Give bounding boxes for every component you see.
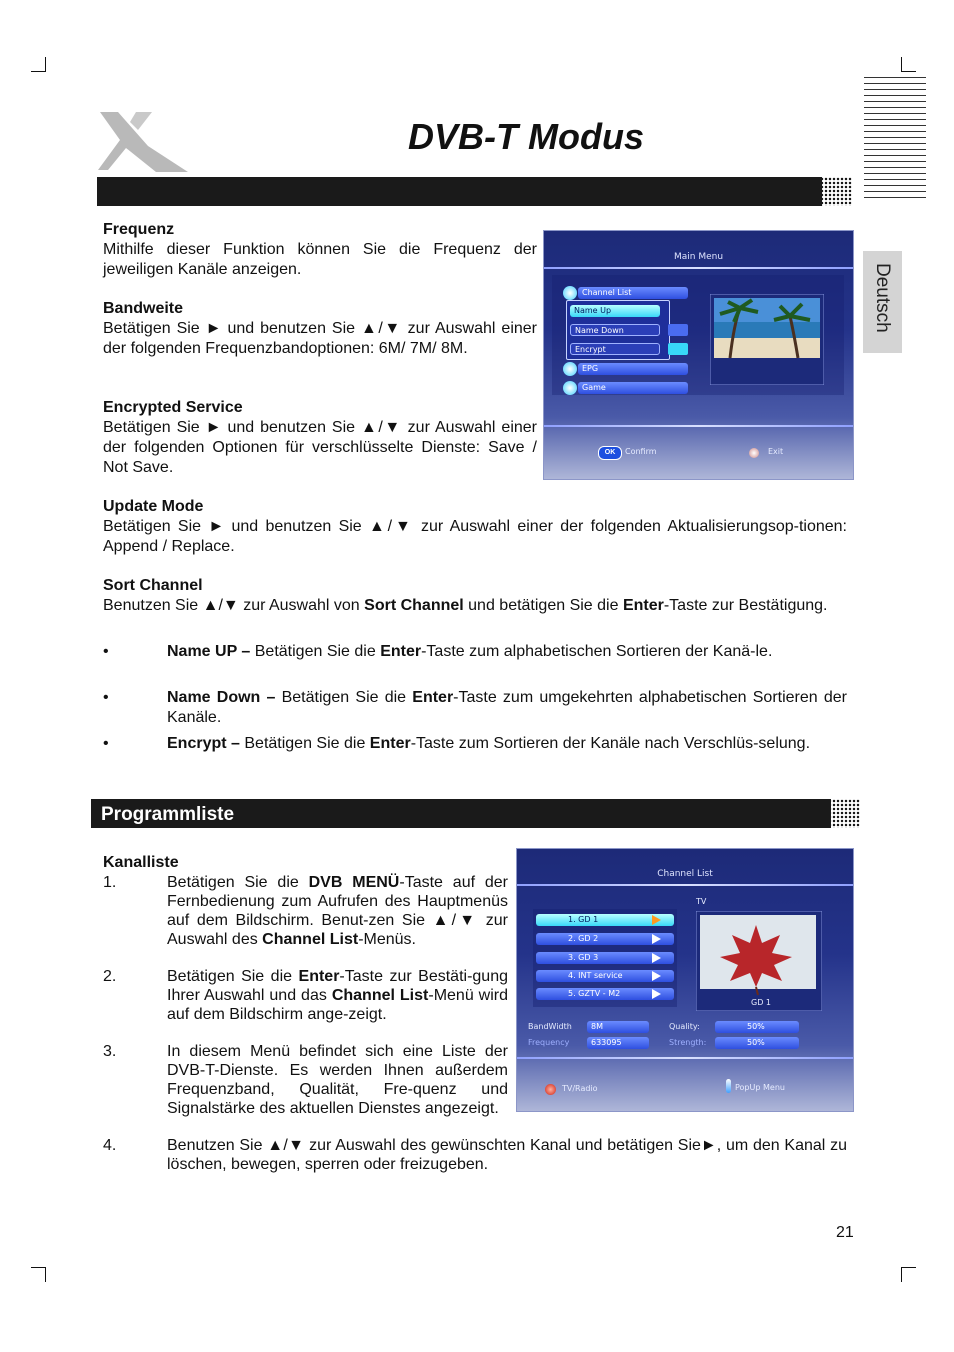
section-bandweite [103,299,537,359]
item-text: -Taste zur Bestäti-gung Ihrer Auswahl und das [167,968,509,1004]
bullet-key: Enter [380,643,422,660]
item-bold: Enter [298,968,340,985]
item-text: Betätigen Sie die [167,874,309,891]
update-heading: Update Mode [103,498,204,515]
submenu-encrypt[interactable]: Encrypt [570,343,660,355]
quality-label: Quality: [669,1022,700,1031]
divider [517,884,853,886]
divider [517,1057,853,1059]
bullet-text: -Taste zum umgekehrten alphabetischen Sortieren der Kanäle. [167,689,847,726]
main-menu-title: Main Menu [673,252,724,262]
section-update [103,497,847,557]
arrow-right-icon [652,971,661,981]
frequenz-heading: Frequenz [103,221,175,238]
bullet-text: Betätigen Sie die [239,735,370,752]
programmliste-title: Programmliste [101,804,235,825]
crop-mark-top-right [901,57,916,72]
sort-intro-bold-1: Sort Channel [364,597,464,614]
channel-row-1[interactable]: 1. GD 1 [536,914,674,926]
divider [544,425,853,427]
item-number: 4. [103,1137,117,1154]
sort-intro-2: und betätigen Sie die [463,597,623,614]
item-number: 3. [103,1043,117,1060]
item-text: -Taste auf der Fernbedienung zum Aufrufen des Hauptmenüs auf dem Bildschirm. Benut-zen Sie ▲/▼ zur Auswahl des [167,874,509,948]
main-menu-screenshot [543,230,854,480]
submenu-stub-hl [668,343,688,355]
item-text: In diesem Menü befindet sich eine Liste der DVB-T-Dienste. Es werden Ihnen außerdem Frequenzband, Qualität, Fre-quenz und Signalstärke des aktuellen Dienstes angezeigt. [167,1043,508,1117]
arrow-right-icon [652,934,661,944]
tv-label: TV [696,897,707,906]
page-title: DVB-T Modus [408,116,644,157]
item-number: 1. [103,874,117,891]
channel-row-2[interactable]: 2. GD 2 [536,933,674,945]
brand-logo-icon [96,108,192,176]
bullet-text: Betätigen Sie die [275,689,413,706]
frequenz-text: Mithilfe dieser Funktion können Sie die Frequenz der jeweiligen Kanäle anzeigen. [103,241,537,278]
submenu-name-down[interactable]: Name Down [570,324,660,336]
menu-item-epg[interactable]: EPG [578,363,688,375]
bullet-dot: • [103,643,109,660]
submenu-stub [668,324,688,336]
strength-value: 50% [715,1037,799,1049]
exit-label: Exit [768,447,784,456]
bandwidth-label: BandWidth [528,1022,572,1031]
bullet-key: Enter [369,735,411,752]
divider [544,267,853,269]
bandweite-heading: Bandweite [103,300,184,317]
bullet-text: -Taste zum alphabetischen Sortieren der Kanä-le. [421,643,773,660]
preview-caption: GD 1 [751,998,771,1007]
confirm-label: Confirm [625,447,657,456]
bullet-bold: Name UP – [167,643,251,660]
header-bar [97,177,822,206]
exit-icon[interactable] [749,448,759,458]
preview-leaf-image [696,911,822,1011]
sort-intro-1: Benutzen Sie ▲/▼ zur Auswahl von [103,597,365,614]
channel-row-3[interactable]: 3. GD 3 [536,952,674,964]
epg-icon [563,362,577,376]
sort-heading: Sort Channel [103,577,203,594]
encrypted-heading: Encrypted Service [103,399,243,416]
language-tab [863,251,902,353]
crop-mark-bottom-right [901,1267,916,1282]
item-text: Betätigen Sie die [167,968,299,985]
bandwidth-value: 8M [587,1021,649,1033]
arrow-right-icon [652,915,661,925]
side-stripes [864,72,926,198]
sort-intro-3: -Taste zur Bestätigung. [663,597,828,614]
encrypted-text: Betätigen Sie ► und benutzen Sie ▲/▼ zur Auswahl einer der folgenden Optionen für verschlüsselte Dienste: Save / Not Save. [103,419,537,476]
crop-mark-top-left [31,57,46,72]
submenu-name-up[interactable]: Name Up [570,305,660,317]
frequency-value: 633095 [587,1037,649,1049]
bullet-text: -Taste zum Sortieren der Kanäle nach Verschlüs-selung. [410,735,811,752]
menu-item-channel-list[interactable]: Channel List [578,287,688,299]
preview-beach-image [710,294,824,385]
bullet-dot: • [103,689,109,706]
bullet-text: Betätigen Sie die [250,643,381,660]
red-button-icon[interactable] [545,1084,556,1095]
popup-menu-label: PopUp Menu [735,1083,785,1092]
page-number: 21 [836,1224,854,1241]
item-number: 2. [103,968,117,985]
channel-list-screenshot [516,848,854,1112]
arrow-right-icon [652,953,661,963]
channel-row-4[interactable]: 4. INT service [536,970,674,982]
item-text: Benutzen Sie ▲/▼ zur Auswahl des gewünschten Kanal und betätigen Sie►, um den Kanal zu löschen, bewegen, sperren oder freizugeben. [167,1137,847,1173]
game-icon [563,381,577,395]
programmliste-bar-dots [824,799,860,828]
crop-mark-bottom-left [31,1267,46,1282]
popup-menu-icon[interactable] [726,1079,731,1093]
bandweite-text: Betätigen Sie ► und benutzen Sie ▲/▼ zur Auswahl einer der folgenden Frequenzbandoptionen: 6M/ 7M/ 8M. [103,320,537,357]
item-bold: Channel List [331,987,429,1004]
channel-list-icon [563,286,577,300]
language-tab-label: Deutsch [872,263,893,333]
tv-radio-label: TV/Radio [562,1084,598,1093]
strength-label: Strength: [669,1038,707,1047]
menu-item-game[interactable]: Game [578,382,688,394]
item-bold: DVB MENÜ [308,874,400,891]
bullet-bold: Name Down – [167,689,276,706]
sort-intro-bold-2: Enter [622,597,664,614]
bullet-dot: • [103,735,109,752]
item-text: -Menüs. [358,931,416,948]
bullet-bold: Encrypt – [167,735,240,752]
frequency-label: Frequency [528,1038,570,1047]
channel-row-5[interactable]: 5. GZTV - M2 [536,988,674,1000]
update-text: Betätigen Sie ► und benutzen Sie ▲/▼ zur Auswahl einer der folgenden Aktualisierungsop-tionen: Append / Replace. [103,518,847,555]
section-encrypted [103,398,537,478]
quality-value: 50% [715,1021,799,1033]
channel-list-title: Channel List [657,869,713,879]
section-sort [103,576,847,616]
arrow-right-icon [652,989,661,999]
section-frequenz [103,220,537,280]
bullet-key: Enter [412,689,454,706]
kanalliste-heading: Kanalliste [103,854,179,871]
header-bar-dots [816,177,852,206]
item-bold: Channel List [262,931,359,948]
item-text: -Menü wird auf dem Bildschirm ange-zeigt. [167,987,509,1023]
ok-button-icon[interactable]: OK [598,446,622,460]
